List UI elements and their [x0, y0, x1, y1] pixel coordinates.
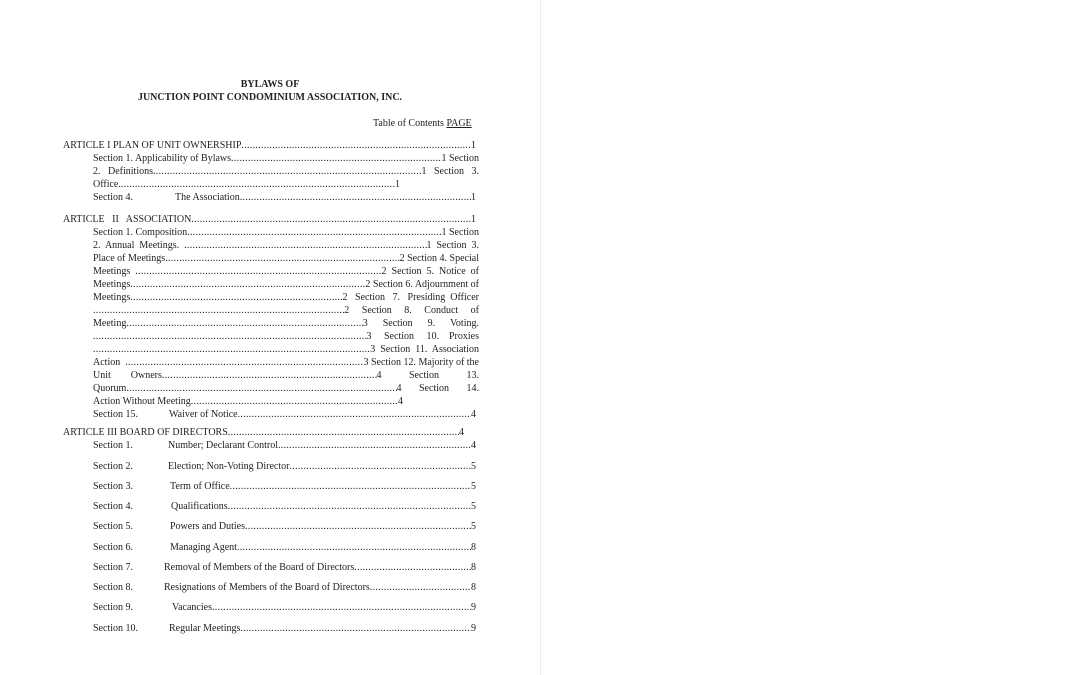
leader-dots: [354, 562, 471, 574]
section-page: 1: [471, 192, 476, 203]
toc-label: Table of Contents: [373, 118, 444, 129]
section-label: Section 9.: [93, 602, 133, 613]
toc-line-label: 2. Annual Meetings.: [93, 240, 185, 251]
section-label: Section 5.: [93, 521, 133, 532]
section-label: Section 7.: [93, 562, 133, 573]
toc-line-tail: 4: [398, 396, 403, 407]
section-label: Section 10.: [93, 623, 138, 634]
article-2-line: [93, 305, 479, 317]
toc-line-tail: 2 Section 6. Adjournment of: [365, 279, 479, 290]
section-title: Waiver of Notice: [169, 409, 238, 420]
section-page: 8: [471, 542, 476, 553]
section-row: [169, 623, 476, 635]
section-title: Removal of Members of the Board of Directors: [164, 562, 355, 573]
leader-dots: [187, 227, 441, 239]
leader-dots: [93, 344, 370, 356]
toc-line-tail: 3 Section 10. Proxies: [366, 331, 479, 342]
toc-line-tail: 1 Section 3.: [426, 240, 479, 251]
toc-line-label: Meetings: [93, 292, 131, 303]
leader-dots: [231, 153, 441, 165]
leader-dots: [370, 582, 471, 594]
section-label: Section 6.: [93, 542, 133, 553]
toc-line-label: Action: [93, 357, 126, 368]
toc-header: [373, 118, 472, 130]
leader-dots: [191, 214, 471, 226]
section-title: The Association: [175, 192, 240, 203]
toc-line-tail: 1: [395, 179, 400, 190]
toc-line-tail: 4 Section 14.: [396, 383, 479, 394]
section-row: [172, 602, 476, 614]
section-label: Section 8.: [93, 582, 133, 593]
section-title: Regular Meetings: [169, 623, 241, 634]
leader-dots: [237, 542, 471, 554]
article-3-heading: [63, 427, 464, 439]
section-title: Term of Office: [170, 481, 230, 492]
section-row: [175, 192, 476, 204]
article-2-line: [93, 253, 479, 265]
leader-dots: [121, 179, 395, 191]
article-2-page: 1: [471, 214, 476, 225]
article-1-line: [93, 179, 400, 191]
toc-line-label: Meeting: [93, 318, 127, 329]
section-row: [171, 501, 476, 513]
leader-dots: [162, 370, 377, 382]
leader-dots: [289, 461, 471, 473]
leader-dots: [241, 140, 471, 152]
article-1-title: ARTICLE I PLAN OF UNIT OWNERSHIP: [63, 140, 242, 151]
toc-line-tail: 2 Section 4. Special: [399, 253, 479, 264]
section-page: 4: [471, 440, 476, 451]
article-1-line: [93, 153, 479, 165]
article-3-page: 4: [459, 427, 464, 438]
leader-dots: [278, 440, 471, 452]
article-2-line: [93, 266, 479, 278]
section-label: Section 4.: [93, 192, 133, 203]
leader-dots: [126, 383, 396, 395]
section-page: 4: [471, 409, 476, 420]
article-2-line: [93, 318, 479, 330]
leader-dots: [228, 501, 471, 513]
toc-line-label: Office.: [93, 179, 121, 190]
article-2-title: ARTICLE II ASSOCIATION: [63, 214, 192, 225]
article-2-heading: [63, 214, 476, 226]
article-2-line: [93, 292, 479, 304]
leader-dots: [93, 331, 367, 343]
toc-line-label: Meetings: [93, 279, 131, 290]
leader-dots: [245, 521, 471, 533]
article-2-line: [93, 383, 479, 395]
section-row: [169, 409, 476, 421]
section-title: Managing Agent: [170, 542, 237, 553]
toc-line-label: Meetings: [93, 266, 136, 277]
article-2-line: [93, 240, 479, 252]
leader-dots: [165, 253, 399, 265]
toc-line-tail: 3 Section 12. Majority of the: [363, 357, 479, 368]
document-title: BYLAWS OF: [240, 79, 300, 90]
section-label: Section 4.: [93, 501, 133, 512]
toc-line-label: 2. Definitions: [93, 166, 153, 177]
article-1-heading: [63, 140, 476, 152]
section-row: [168, 440, 476, 452]
section-title: Resignations of Members of the Board of Directors: [164, 582, 370, 593]
section-page: 9: [471, 623, 476, 634]
toc-line-label: Unit Owners: [93, 370, 162, 381]
toc-page-label: PAGE: [446, 118, 472, 129]
toc-line-tail: 2 Section 8. Conduct of: [344, 305, 479, 316]
article-2-line: [93, 227, 479, 239]
section-label: Section 3.: [93, 481, 133, 492]
leader-dots: [240, 623, 471, 635]
section-title: Number; Declarant Control: [168, 440, 278, 451]
leader-dots: [228, 427, 459, 439]
toc-line-label: Section 1. Composition: [93, 227, 188, 238]
leader-dots: [240, 192, 471, 204]
leader-dots: [135, 266, 381, 278]
section-page: 5: [471, 461, 476, 472]
section-page: 5: [471, 501, 476, 512]
toc-line-label: Place of Meetings: [93, 253, 166, 264]
toc-line-label: Quorum: [93, 383, 127, 394]
section-row: [168, 461, 476, 473]
toc-line-tail: 4 Section 13.: [376, 370, 479, 381]
association-name: JUNCTION POINT CONDOMINIUM ASSOCIATION, INC.: [137, 92, 403, 103]
section-label: Section 15.: [93, 409, 138, 420]
toc-line-tail: 1 Section: [441, 227, 479, 238]
leader-dots: [212, 602, 471, 614]
section-label: Section 2.: [93, 461, 133, 472]
leader-dots: [184, 240, 426, 252]
article-3-title: ARTICLE III BOARD OF DIRECTORS: [63, 427, 228, 438]
leader-dots: [125, 357, 363, 369]
section-row: [170, 542, 476, 554]
document-page-right: [541, 0, 1080, 675]
leader-dots: [153, 166, 422, 178]
toc-line-tail: 2 Section 5. Notice of: [381, 266, 479, 277]
section-row: [170, 521, 476, 533]
leader-dots: [238, 409, 471, 421]
leader-dots: [130, 292, 342, 304]
section-row: [164, 582, 476, 594]
leader-dots: [126, 318, 362, 330]
toc-line-label: Section 1. Applicability of Bylaws: [93, 153, 232, 164]
section-page: 5: [471, 481, 476, 492]
section-title: Vacancies: [172, 602, 212, 613]
section-row: [170, 481, 476, 493]
section-page: 8: [471, 582, 476, 593]
section-page: 9: [471, 602, 476, 613]
article-1-page: 1: [471, 140, 476, 151]
toc-line-tail: 3 Section 11. Association: [370, 344, 479, 355]
section-page: 8: [471, 562, 476, 573]
toc-line-tail: 1 Section: [441, 153, 479, 164]
section-row: [164, 562, 476, 574]
section-title: Election; Non-Voting Director: [168, 461, 290, 472]
leader-dots: [93, 305, 344, 317]
leader-dots: [191, 396, 398, 408]
section-title: Qualifications: [171, 501, 228, 512]
toc-line-tail: 1 Section 3.: [421, 166, 479, 177]
section-label: Section 1.: [93, 440, 133, 451]
article-2-line: [93, 331, 479, 343]
article-2-line: [93, 279, 479, 291]
toc-line-tail: 3 Section 9. Voting.: [362, 318, 479, 329]
toc-line-tail: 2 Section 7. Presiding Officer: [342, 292, 479, 303]
article-2-line: [93, 370, 479, 382]
article-2-line: [93, 344, 479, 356]
leader-dots: [230, 481, 471, 493]
article-2-line: [93, 357, 479, 369]
article-2-line: [93, 396, 403, 408]
article-1-line: [93, 166, 479, 178]
section-page: 5: [471, 521, 476, 532]
leader-dots: [130, 279, 365, 291]
toc-line-label: Action Without Meeting: [93, 396, 191, 407]
section-title: Powers and Duties: [170, 521, 245, 532]
